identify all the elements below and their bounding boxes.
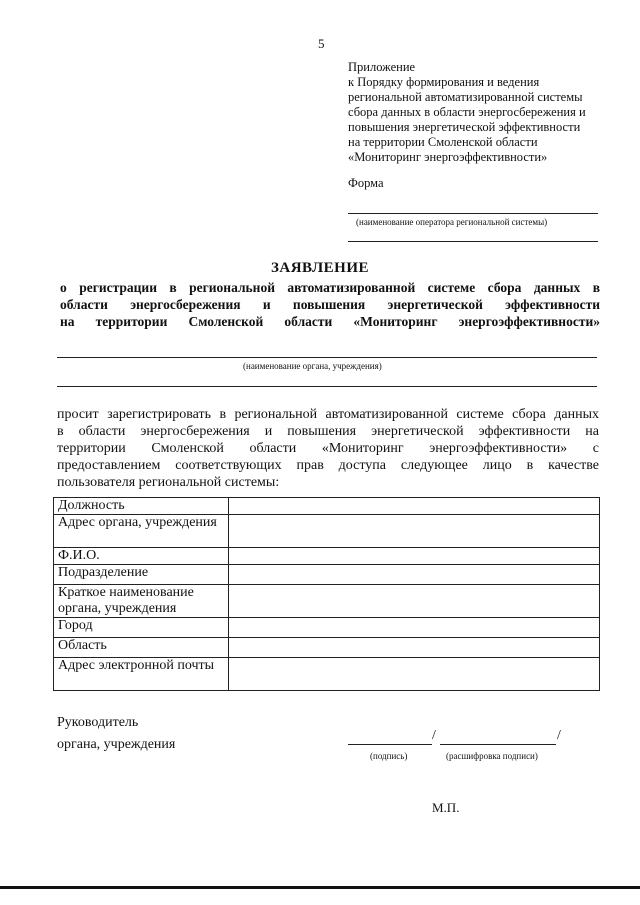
field-label-city: Город: [54, 618, 229, 638]
field-label-region: Область: [54, 638, 229, 658]
table-row: [54, 565, 600, 585]
table-row: [54, 618, 600, 638]
field-value-city[interactable]: [229, 618, 600, 638]
request-paragraph: [57, 406, 599, 491]
appendix-line: к Порядку формирования и ведения: [348, 75, 540, 89]
appendix-header: [348, 60, 618, 165]
field-label-department: Подразделение: [54, 565, 229, 585]
signature-decoding-line[interactable]: [440, 744, 556, 745]
paragraph-line: пользователя региональной системы:: [57, 475, 280, 490]
table-row: [54, 585, 600, 618]
field-value-department[interactable]: [229, 565, 600, 585]
page-number: 5: [318, 36, 325, 51]
subtitle-line: области энергосбережения и повышения энергетической эффективности: [60, 297, 600, 312]
organ-name-line-2[interactable]: [57, 386, 597, 387]
field-label-position: Должность: [54, 498, 229, 515]
appendix-line: «Мониторинг энергоэффективности»: [348, 150, 548, 164]
signatory-role-line: Руководитель: [57, 715, 139, 730]
table-row: [54, 638, 600, 658]
field-value-short-name[interactable]: [229, 585, 600, 618]
stamp-placeholder: М.П.: [432, 800, 460, 815]
signature-slash-end: /: [557, 728, 561, 743]
field-label-organ-address: Адрес органа, учреждения: [54, 515, 229, 548]
operator-name-line[interactable]: [348, 213, 598, 214]
table-row: [54, 548, 600, 565]
field-value-region[interactable]: [229, 638, 600, 658]
organ-name-caption: (наименование органа, учреждения): [243, 361, 382, 371]
signature-line[interactable]: [348, 744, 432, 745]
page-bottom-rule: [0, 886, 640, 889]
paragraph-line: территории Смоленской области «Мониторинг энергоэффективности» с: [57, 441, 599, 456]
field-label-short-name: Краткое наименование органа, учреждения: [54, 585, 229, 618]
signature-slash: /: [432, 728, 436, 743]
document-subtitle: [60, 279, 600, 330]
table-row: [54, 515, 600, 548]
paragraph-line: просит зарегистрировать в региональной автоматизированной системе сбора данных: [57, 407, 599, 422]
subtitle-line: о регистрации в региональной автоматизированной системе сбора данных в: [60, 280, 600, 295]
signatory-role-line: органа, учреждения: [57, 737, 176, 752]
operator-name-caption: (наименование оператора региональной системы): [356, 217, 548, 227]
field-value-email[interactable]: [229, 658, 600, 691]
field-label-full-name: Ф.И.О.: [54, 548, 229, 565]
signature-decoding-caption: (расшифровка подписи): [446, 751, 538, 761]
appendix-line: региональной автоматизированной системы: [348, 90, 583, 104]
field-value-full-name[interactable]: [229, 548, 600, 565]
field-value-position[interactable]: [229, 498, 600, 515]
table-row: [54, 658, 600, 691]
appendix-line: повышения энергетической эффективности: [348, 120, 581, 134]
form-label: Форма: [348, 176, 384, 190]
field-label-email: Адрес электронной почты: [54, 658, 229, 691]
paragraph-line: в области энергосбережения и повышения энергетической эффективности на: [57, 424, 599, 439]
appendix-line: Приложение: [348, 60, 416, 74]
user-details-table: [53, 497, 600, 691]
operator-name-line-2[interactable]: [348, 241, 598, 242]
paragraph-line: предоставлением соответствующих прав доступа следующее лицо в качестве: [57, 458, 599, 473]
table-row: [54, 498, 600, 515]
organ-name-line[interactable]: [57, 357, 597, 358]
field-value-organ-address[interactable]: [229, 515, 600, 548]
signatory-role: [57, 712, 175, 756]
subtitle-line: на территории Смоленской области «Мониторинг энергоэффективности»: [60, 314, 600, 329]
appendix-line: сбора данных в области энергосбережения и: [348, 105, 586, 119]
appendix-line: на территории Смоленской области: [348, 135, 538, 149]
document-title: ЗАЯВЛЕНИЕ: [270, 260, 370, 276]
signature-caption: (подпись): [370, 751, 408, 761]
